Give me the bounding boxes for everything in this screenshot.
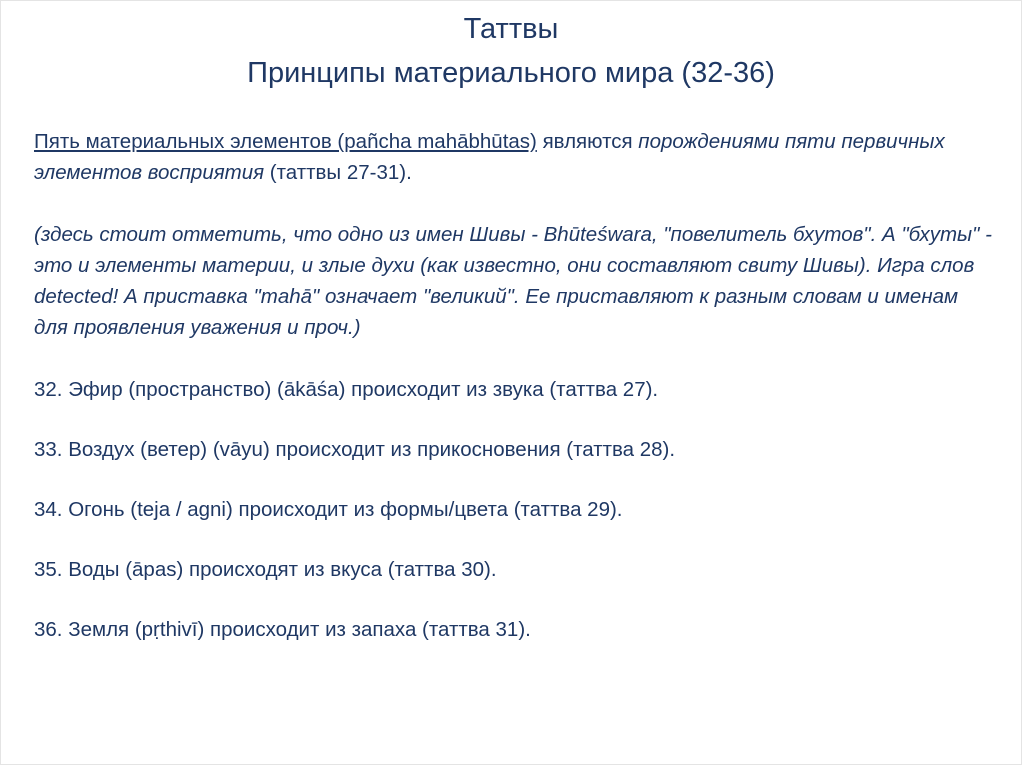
list-item-36: 36. Земля (pṛthivī) происходит из запаха (таттва 31). <box>34 618 531 641</box>
intro-paragraph <box>34 126 994 188</box>
spacer <box>34 465 994 494</box>
list-item-35: 35. Воды (āpas) происходят из вкуса (таттва 30). <box>34 558 497 581</box>
intro-tail: (таттвы 27-31). <box>264 161 412 184</box>
list-item-33: 33. Воздух (ветер) (vāyu) происходит из прикосновения (таттва 28). <box>34 438 676 461</box>
spacer <box>34 343 994 374</box>
list-item-34: 34. Огонь (teja / agni) происходит из формы/цвета (таттва 29). <box>34 498 623 521</box>
spacer <box>34 585 994 614</box>
slide-content <box>34 126 994 645</box>
slide-title <box>1 7 1021 95</box>
note-paragraph: (здесь стоит отметить, что одно из имен Шивы - Bhūteśwara, "повелитель бхутов". А "бхуты" - это и элементы материи, и злые духи (как известно, они составляют свиту Шивы). Игра слов detected! А приставка "mahā" означает "великий". Ее приставляют к разным словам и именам для проявления уважения и проч.) <box>34 223 992 339</box>
title-line-2: Принципы материального мира (32-36) <box>247 57 775 89</box>
spacer <box>34 525 994 554</box>
list-item-32: 32. Эфир (пространство) (ākāśa) происходит из звука (таттва 27). <box>34 378 659 401</box>
spacer <box>34 405 994 434</box>
intro-middle: являются <box>536 130 639 153</box>
title-line-1: Таттвы <box>463 13 559 45</box>
spacer <box>34 188 994 219</box>
intro-underlined: Пять материальных элементов (pañcha mahābhūtas) <box>34 130 537 153</box>
intro-italic: порождениями пяти первичных элементов восприятия <box>34 130 945 184</box>
